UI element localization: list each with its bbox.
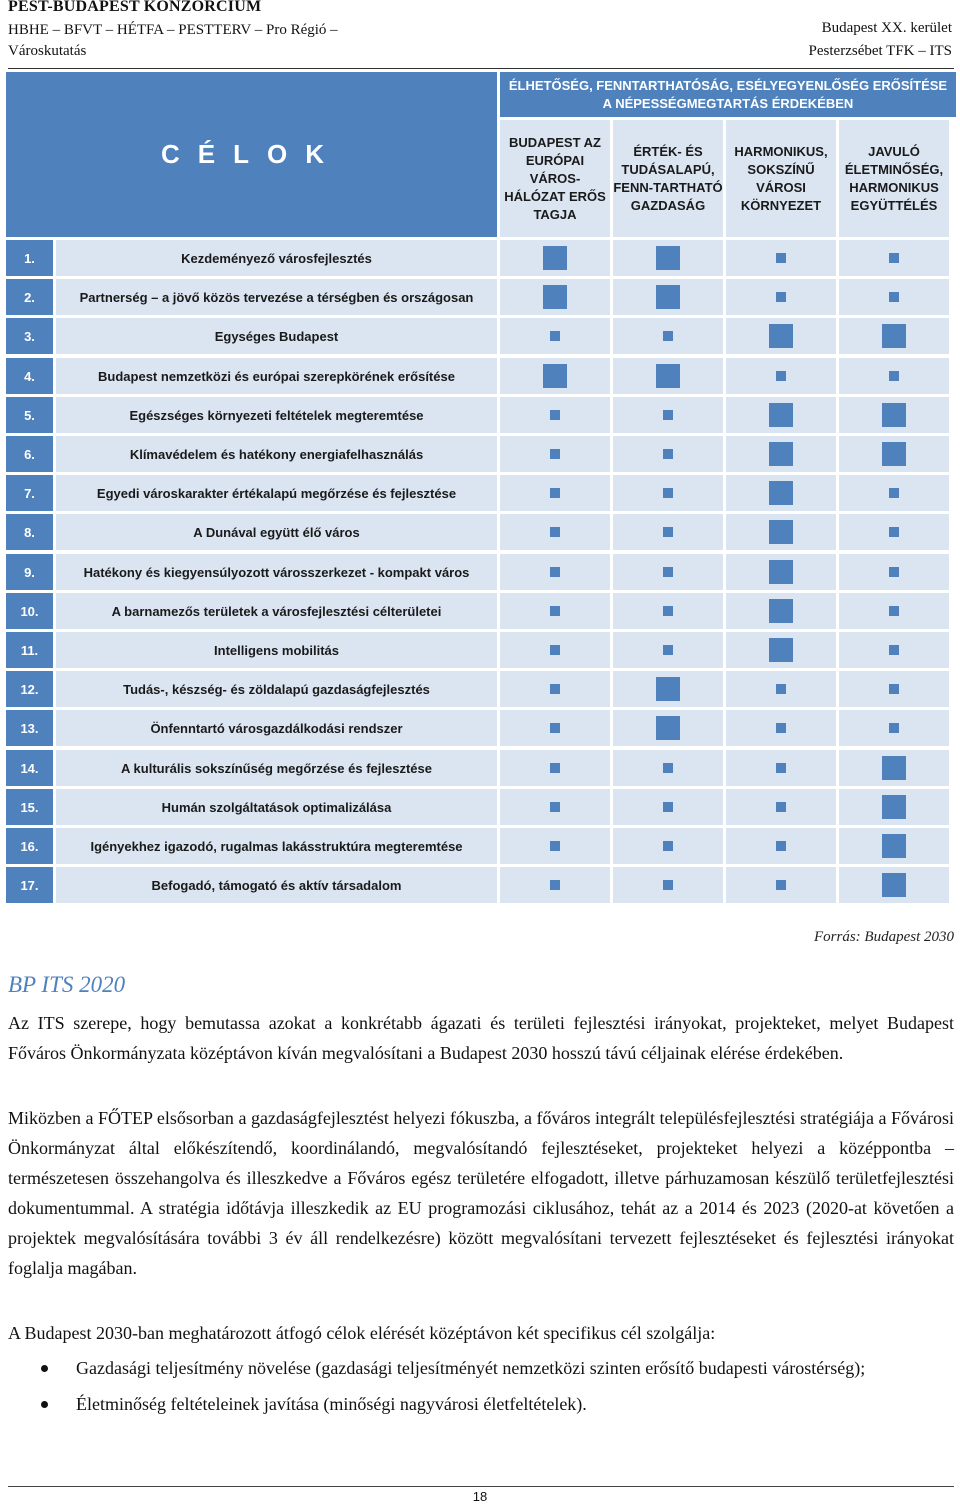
strong-link-square-icon bbox=[656, 364, 680, 388]
strong-link-square-icon bbox=[769, 442, 793, 466]
row-goal-name: Partnerség – a jövő közös tervezése a térségben és országosan bbox=[56, 279, 497, 315]
strong-link-square-icon bbox=[882, 442, 906, 466]
row-number: 2. bbox=[6, 279, 53, 315]
weak-link-square-icon bbox=[663, 802, 673, 812]
matrix-cell bbox=[500, 554, 610, 590]
strong-link-square-icon bbox=[882, 324, 906, 348]
row-number: 3. bbox=[6, 318, 53, 354]
matrix-cell bbox=[500, 867, 610, 903]
weak-link-square-icon bbox=[550, 449, 560, 459]
strong-link-square-icon bbox=[656, 285, 680, 309]
matrix-cell bbox=[726, 632, 836, 668]
table-row bbox=[6, 710, 956, 746]
weak-link-square-icon bbox=[776, 841, 786, 851]
strong-link-square-icon bbox=[543, 285, 567, 309]
strong-link-square-icon bbox=[543, 246, 567, 270]
page-number: 18 bbox=[472, 1489, 488, 1504]
weak-link-square-icon bbox=[663, 488, 673, 498]
weak-link-square-icon bbox=[889, 606, 899, 616]
weak-link-square-icon bbox=[776, 723, 786, 733]
row-goal-name: Tudás-, készség- és zöldalapú gazdaságfejlesztés bbox=[56, 671, 497, 707]
matrix-cell bbox=[726, 828, 836, 864]
strong-link-square-icon bbox=[769, 560, 793, 584]
matrix-cell bbox=[839, 671, 949, 707]
matrix-cell bbox=[839, 358, 949, 394]
row-goal-name: Intelligens mobilitás bbox=[56, 632, 497, 668]
table-row bbox=[6, 867, 956, 903]
strong-link-square-icon bbox=[882, 756, 906, 780]
table-row bbox=[6, 318, 956, 354]
weak-link-square-icon bbox=[663, 880, 673, 890]
row-number: 13. bbox=[6, 710, 53, 746]
matrix-cell bbox=[726, 750, 836, 786]
table-row bbox=[6, 789, 956, 825]
strong-link-square-icon bbox=[543, 364, 567, 388]
weak-link-square-icon bbox=[663, 331, 673, 341]
weak-link-square-icon bbox=[550, 645, 560, 655]
row-number: 9. bbox=[6, 554, 53, 590]
table-row bbox=[6, 240, 956, 276]
strong-link-square-icon bbox=[882, 873, 906, 897]
matrix-cell bbox=[500, 593, 610, 629]
strong-link-square-icon bbox=[882, 795, 906, 819]
row-goal-name: Klímavédelem és hatékony energiafelhasználás bbox=[56, 436, 497, 472]
weak-link-square-icon bbox=[550, 841, 560, 851]
table-row bbox=[6, 397, 956, 433]
table-row bbox=[6, 514, 956, 550]
weak-link-square-icon bbox=[889, 371, 899, 381]
bullet-icon bbox=[41, 1365, 48, 1372]
weak-link-square-icon bbox=[550, 331, 560, 341]
matrix-cell bbox=[613, 710, 723, 746]
matrix-cell bbox=[613, 514, 723, 550]
row-goal-name: Humán szolgáltatások optimalizálása bbox=[56, 789, 497, 825]
row-number: 10. bbox=[6, 593, 53, 629]
row-number: 5. bbox=[6, 397, 53, 433]
weak-link-square-icon bbox=[550, 763, 560, 773]
matrix-cell bbox=[500, 671, 610, 707]
header-district: Budapest XX. kerület bbox=[821, 20, 952, 36]
row-number: 7. bbox=[6, 475, 53, 511]
matrix-cell bbox=[613, 475, 723, 511]
weak-link-square-icon bbox=[776, 880, 786, 890]
row-goal-name: Igényekhez igazodó, rugalmas lakásstruktúra megteremtése bbox=[56, 828, 497, 864]
matrix-cell bbox=[613, 632, 723, 668]
banner-line-1: ÉLHETŐSÉG, FENNTARTHATÓSÁG, ESÉLYEGYENLŐSÉG ERŐSÍTÉSE bbox=[508, 78, 948, 93]
strong-link-square-icon bbox=[882, 403, 906, 427]
matrix-cell bbox=[839, 240, 949, 276]
table-row bbox=[6, 358, 956, 394]
strong-link-square-icon bbox=[656, 246, 680, 270]
matrix-cell bbox=[613, 554, 723, 590]
strong-link-square-icon bbox=[769, 481, 793, 505]
row-goal-name: Egységes Budapest bbox=[56, 318, 497, 354]
matrix-cell bbox=[839, 593, 949, 629]
row-number: 11. bbox=[6, 632, 53, 668]
matrix-cell bbox=[613, 750, 723, 786]
header-divider bbox=[8, 68, 954, 69]
matrix-banner bbox=[500, 72, 956, 117]
bullet-icon bbox=[41, 1401, 48, 1408]
table-row bbox=[6, 554, 956, 590]
header-partners: HBHE – BFVT – HÉTFA – PESTTERV – Pro Régió – bbox=[8, 22, 338, 38]
matrix-cell bbox=[839, 397, 949, 433]
paragraph-1: Az ITS szerepe, hogy bemutassa azokat a konkrétabb ágazati és területi fejlesztési irányokat, projekteket, melyet Budapest Főváros Önkormányzata középtávon kíván megvalósítani a Budapest 2030 hosszú távú céljainak elérése érdekében. bbox=[8, 1013, 954, 1063]
matrix-cell bbox=[726, 789, 836, 825]
matrix-cell bbox=[613, 318, 723, 354]
matrix-cell bbox=[500, 279, 610, 315]
column-header-2: ÉRTÉK- ÉS TUDÁSALAPÚ, FENN-TARTHATÓ GAZDASÁG bbox=[613, 120, 723, 237]
table-row bbox=[6, 828, 956, 864]
matrix-cell bbox=[726, 593, 836, 629]
table-row bbox=[6, 632, 956, 668]
row-number: 4. bbox=[6, 358, 53, 394]
matrix-cell bbox=[726, 436, 836, 472]
strong-link-square-icon bbox=[769, 520, 793, 544]
strong-link-square-icon bbox=[769, 599, 793, 623]
weak-link-square-icon bbox=[663, 763, 673, 773]
matrix-cell bbox=[500, 750, 610, 786]
matrix-cell bbox=[613, 828, 723, 864]
weak-link-square-icon bbox=[663, 449, 673, 459]
matrix-cell bbox=[613, 593, 723, 629]
weak-link-square-icon bbox=[550, 567, 560, 577]
matrix-cell bbox=[839, 514, 949, 550]
matrix-cell bbox=[726, 279, 836, 315]
matrix-cell bbox=[613, 397, 723, 433]
bullet-text: Életminőség feltételeinek javítása (minőségi nagyvárosi életfeltételek). bbox=[76, 1394, 587, 1414]
weak-link-square-icon bbox=[550, 684, 560, 694]
matrix-cell bbox=[500, 789, 610, 825]
weak-link-square-icon bbox=[776, 371, 786, 381]
matrix-cell bbox=[839, 828, 949, 864]
matrix-cell bbox=[726, 358, 836, 394]
header-document: Pesterzsébet TFK – ITS bbox=[808, 43, 952, 59]
matrix-cell bbox=[726, 867, 836, 903]
table-row bbox=[6, 750, 956, 786]
matrix-cell bbox=[726, 671, 836, 707]
weak-link-square-icon bbox=[550, 802, 560, 812]
matrix-cell bbox=[500, 240, 610, 276]
weak-link-square-icon bbox=[889, 684, 899, 694]
matrix-cell bbox=[726, 710, 836, 746]
row-goal-name: A Dunával együtt élő város bbox=[56, 514, 497, 550]
weak-link-square-icon bbox=[776, 292, 786, 302]
row-goal-name: Budapest nemzetközi és európai szerepkörének erősítése bbox=[56, 358, 497, 394]
page-header bbox=[8, 0, 954, 70]
weak-link-square-icon bbox=[663, 410, 673, 420]
weak-link-square-icon bbox=[889, 645, 899, 655]
row-goal-name: A barnamezős területek a városfejlesztési célterületei bbox=[56, 593, 497, 629]
matrix-cell bbox=[613, 436, 723, 472]
matrix-cell bbox=[839, 632, 949, 668]
bullet-text: Gazdasági teljesítmény növelése (gazdasági teljesítményét nemzetközi szinten erősítő budapesti várostérség); bbox=[76, 1358, 866, 1378]
row-number: 12. bbox=[6, 671, 53, 707]
matrix-cell bbox=[839, 867, 949, 903]
row-goal-name: Kezdeményező városfejlesztés bbox=[56, 240, 497, 276]
paragraph-2: Miközben a FŐTEP elsősorban a gazdaságfejlesztést helyezi fókuszba, a főváros integrált településfejlesztési stratégiája a Fővárosi Önkormányzat által előkészítendő, koordinálandó, megvalósítandó fejlesztéseket, projekteket helyezi a középpontba – természetesen összehangolva és illeszkedve a Főváros egész területére elfogadott, illetve párhuzamosan készülő területfejlesztési dokumentummal. A stratégia időtávja illeszkedik az EU programozási ciklusához, tehát az a 2014 és 2023 (2020-at követően a projektek megvalósítására további 3 év áll rendelkezésre) között megvalósítani tervezett fejlesztéseket és fejlesztési irányokat foglalja magában. bbox=[8, 1108, 954, 1278]
row-number: 17. bbox=[6, 867, 53, 903]
strong-link-square-icon bbox=[769, 638, 793, 662]
weak-link-square-icon bbox=[663, 841, 673, 851]
list-item bbox=[8, 1353, 954, 1383]
matrix-cell bbox=[726, 240, 836, 276]
matrix-cell bbox=[613, 279, 723, 315]
table-row bbox=[6, 593, 956, 629]
weak-link-square-icon bbox=[663, 645, 673, 655]
goals-matrix bbox=[6, 72, 956, 922]
strong-link-square-icon bbox=[769, 403, 793, 427]
matrix-cell bbox=[613, 867, 723, 903]
row-number: 14. bbox=[6, 750, 53, 786]
matrix-cell bbox=[500, 436, 610, 472]
row-goal-name: Befogadó, támogató és aktív társadalom bbox=[56, 867, 497, 903]
weak-link-square-icon bbox=[889, 527, 899, 537]
matrix-cell bbox=[726, 554, 836, 590]
strong-link-square-icon bbox=[882, 834, 906, 858]
column-header-3: HARMONIKUS, SOKSZÍNŰ VÁROSI KÖRNYEZET bbox=[726, 120, 836, 237]
matrix-cell bbox=[500, 475, 610, 511]
weak-link-square-icon bbox=[776, 802, 786, 812]
table-row bbox=[6, 279, 956, 315]
weak-link-square-icon bbox=[663, 527, 673, 537]
weak-link-square-icon bbox=[776, 684, 786, 694]
column-header-4: JAVULÓ ÉLETMINŐSÉG, HARMONIKUS EGYÜTTÉLÉS bbox=[839, 120, 949, 237]
matrix-cell bbox=[500, 514, 610, 550]
matrix-cell bbox=[726, 514, 836, 550]
weak-link-square-icon bbox=[663, 567, 673, 577]
matrix-cell bbox=[839, 554, 949, 590]
weak-link-square-icon bbox=[889, 292, 899, 302]
matrix-cell bbox=[726, 397, 836, 433]
section-title: BP ITS 2020 bbox=[8, 972, 126, 997]
weak-link-square-icon bbox=[889, 567, 899, 577]
matrix-cell bbox=[839, 318, 949, 354]
weak-link-square-icon bbox=[550, 527, 560, 537]
row-goal-name: Önfenntartó városgazdálkodási rendszer bbox=[56, 710, 497, 746]
weak-link-square-icon bbox=[776, 253, 786, 263]
celok-heading: CÉLOK bbox=[6, 72, 497, 237]
table-row bbox=[6, 671, 956, 707]
matrix-cell bbox=[613, 671, 723, 707]
weak-link-square-icon bbox=[550, 880, 560, 890]
strong-link-square-icon bbox=[656, 677, 680, 701]
header-partners-cont: Városkutatás bbox=[8, 43, 87, 59]
matrix-cell bbox=[839, 279, 949, 315]
matrix-cell bbox=[500, 828, 610, 864]
row-number: 16. bbox=[6, 828, 53, 864]
table-row bbox=[6, 475, 956, 511]
weak-link-square-icon bbox=[663, 606, 673, 616]
matrix-cell bbox=[839, 789, 949, 825]
matrix-cell bbox=[726, 318, 836, 354]
weak-link-square-icon bbox=[550, 410, 560, 420]
header-org: PEST-BUDAPEST KONZORCIUM bbox=[8, 0, 262, 15]
matrix-cell bbox=[839, 710, 949, 746]
row-goal-name: A kulturális sokszínűség megőrzése és fejlesztése bbox=[56, 750, 497, 786]
weak-link-square-icon bbox=[550, 606, 560, 616]
matrix-cell bbox=[839, 750, 949, 786]
row-number: 1. bbox=[6, 240, 53, 276]
matrix-cell bbox=[500, 632, 610, 668]
matrix-cell bbox=[613, 240, 723, 276]
weak-link-square-icon bbox=[550, 723, 560, 733]
source-note: Forrás: Budapest 2030 bbox=[814, 929, 954, 945]
weak-link-square-icon bbox=[550, 488, 560, 498]
matrix-cell bbox=[839, 475, 949, 511]
weak-link-square-icon bbox=[889, 723, 899, 733]
matrix-cell bbox=[500, 397, 610, 433]
footer-divider bbox=[8, 1486, 954, 1487]
matrix-cell bbox=[839, 436, 949, 472]
row-number: 15. bbox=[6, 789, 53, 825]
list-item bbox=[8, 1389, 954, 1419]
row-goal-name: Egyedi városkarakter értékalapú megőrzése és fejlesztése bbox=[56, 475, 497, 511]
matrix-cell bbox=[500, 710, 610, 746]
matrix-cell bbox=[500, 318, 610, 354]
strong-link-square-icon bbox=[656, 716, 680, 740]
matrix-cell bbox=[500, 358, 610, 394]
row-number: 6. bbox=[6, 436, 53, 472]
column-header-1: BUDAPEST AZ EURÓPAI VÁROS-HÁLÓZAT ERŐS TAGJA bbox=[500, 120, 610, 237]
weak-link-square-icon bbox=[889, 253, 899, 263]
row-goal-name: Egészséges környezeti feltételek megteremtése bbox=[56, 397, 497, 433]
row-number: 8. bbox=[6, 514, 53, 550]
matrix-cell bbox=[613, 789, 723, 825]
paragraph-3: A Budapest 2030-ban meghatározott átfogó célok elérését középtávon két specifikus cél szolgálja: bbox=[8, 1323, 716, 1343]
matrix-cell bbox=[613, 358, 723, 394]
table-row bbox=[6, 436, 956, 472]
bullet-list bbox=[8, 1353, 954, 1425]
banner-line-2: A NÉPESSÉGMEGTARTÁS ÉRDEKÉBEN bbox=[602, 96, 854, 111]
weak-link-square-icon bbox=[889, 488, 899, 498]
strong-link-square-icon bbox=[769, 324, 793, 348]
weak-link-square-icon bbox=[776, 763, 786, 773]
matrix-cell bbox=[726, 475, 836, 511]
row-goal-name: Hatékony és kiegyensúlyozott városszerkezet - kompakt város bbox=[56, 554, 497, 590]
